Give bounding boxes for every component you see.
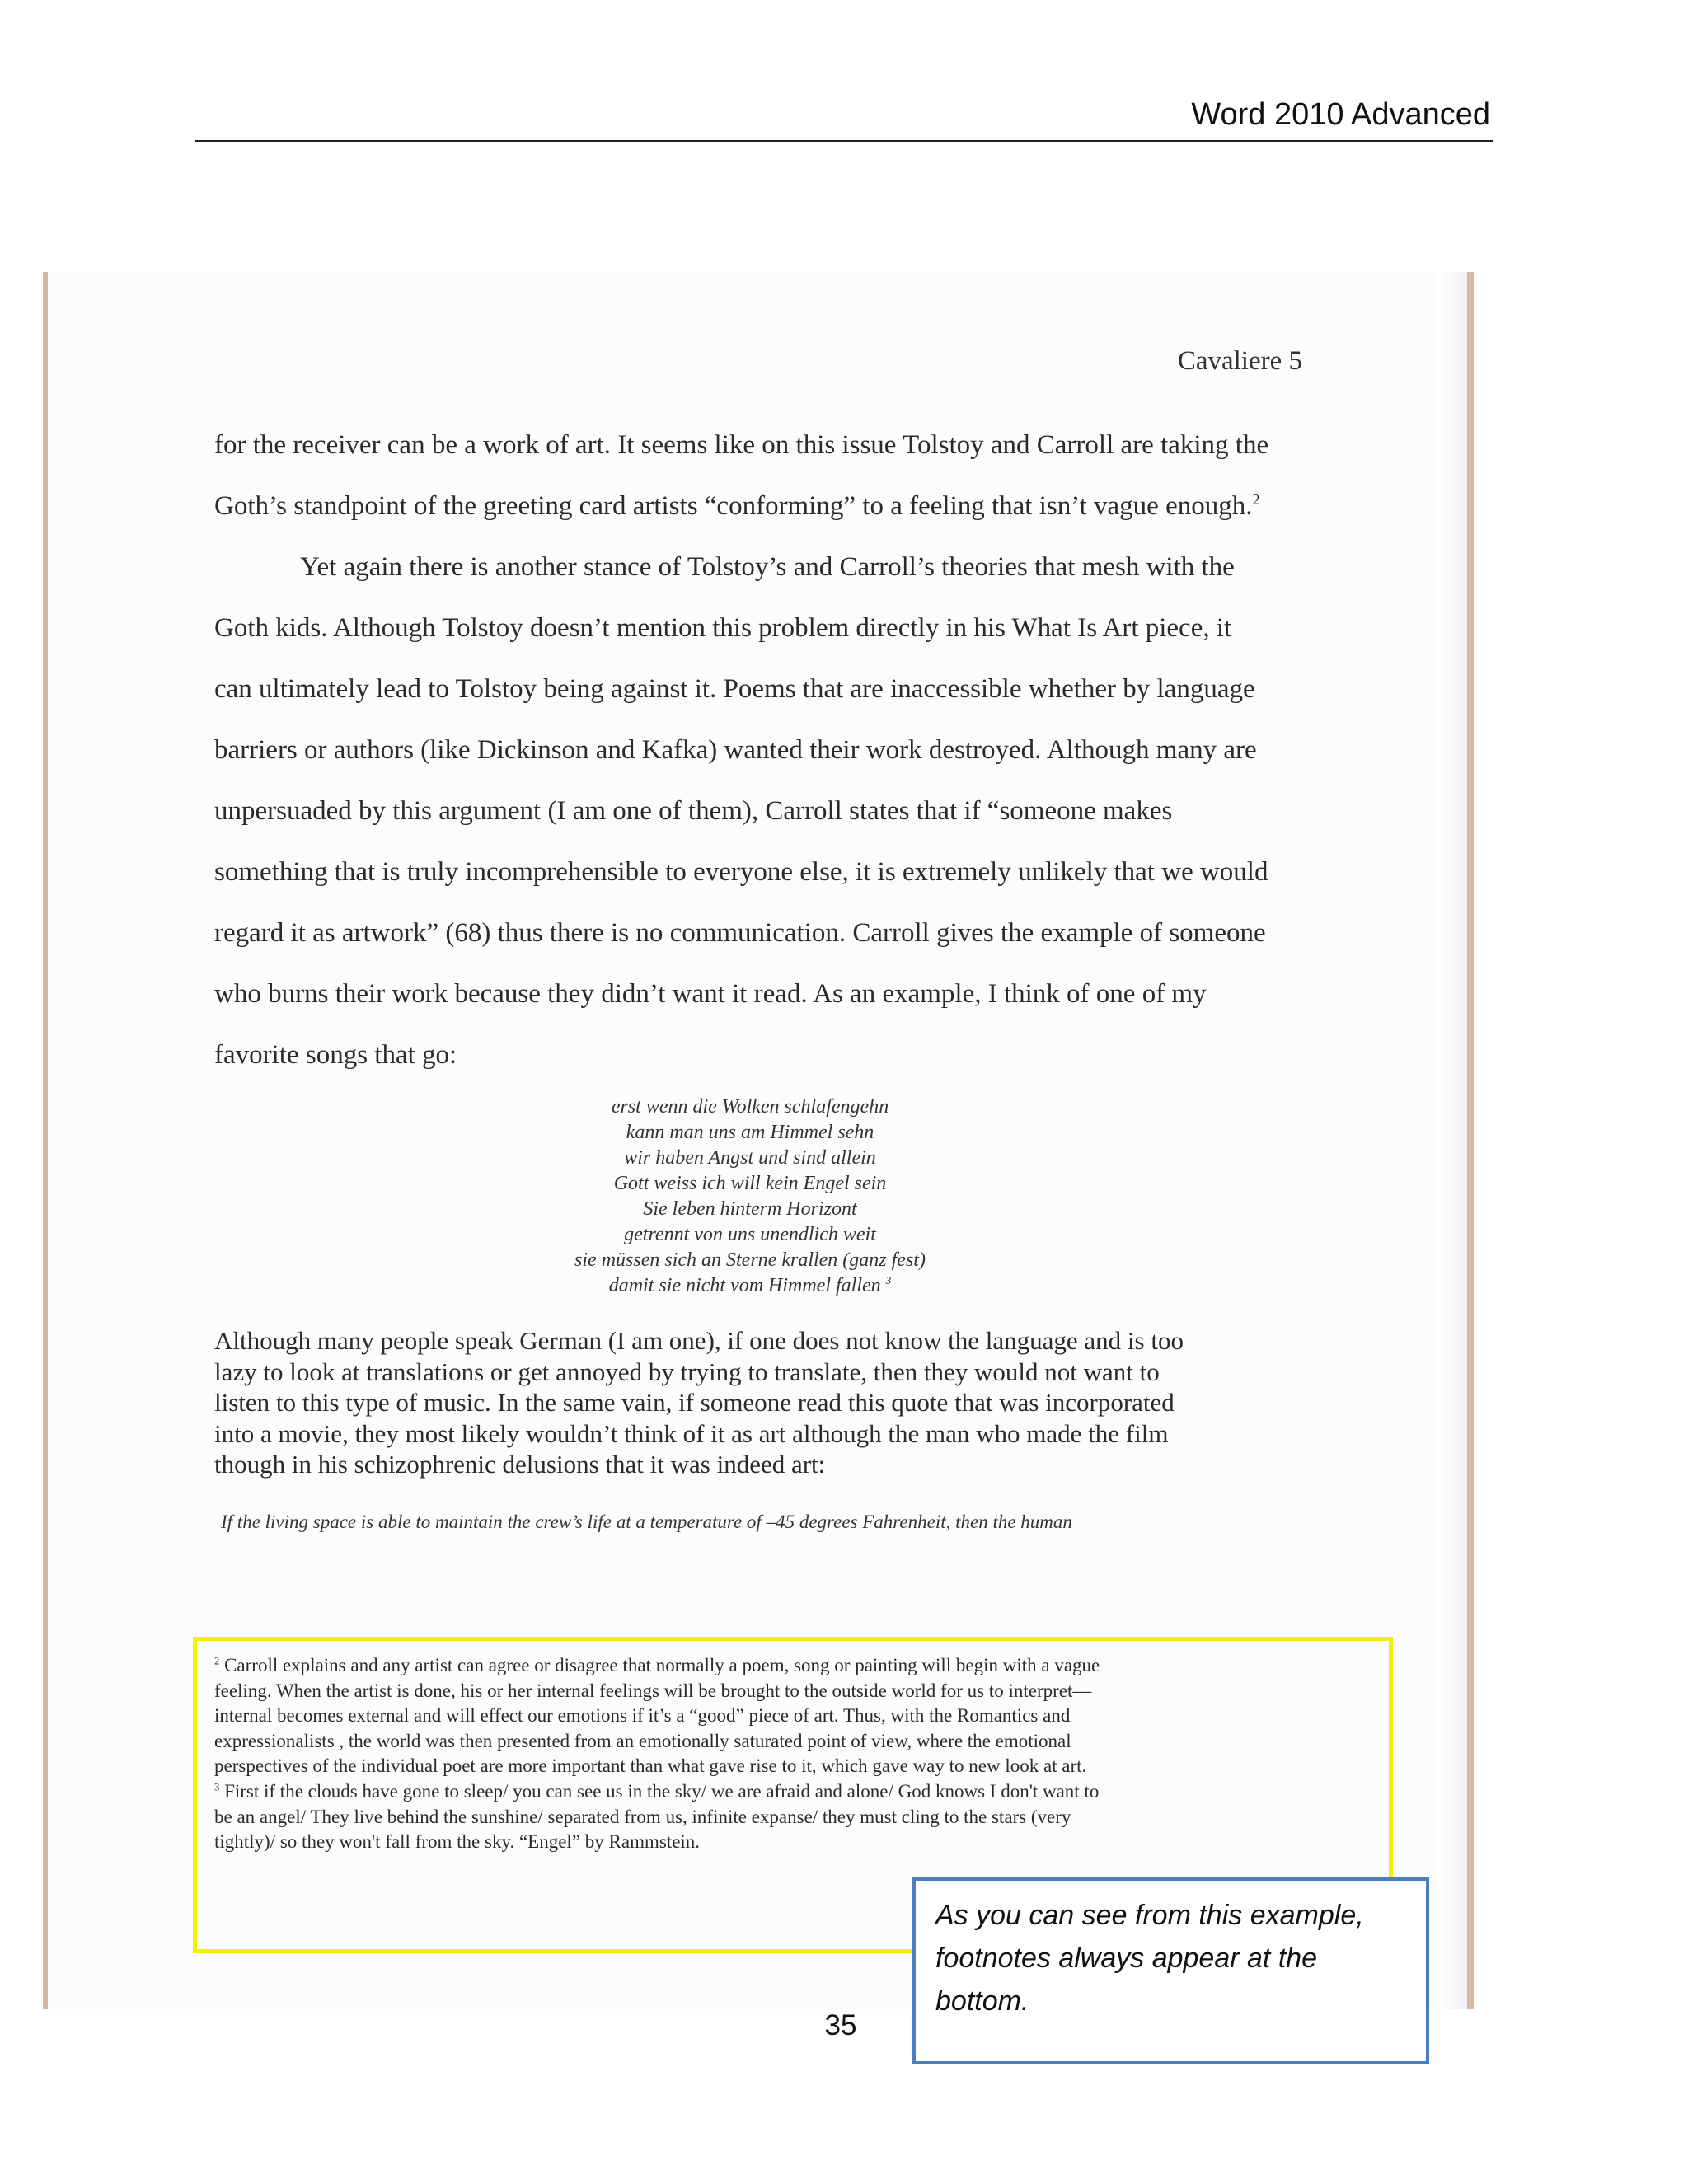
paragraph-line: listen to this type of music. In the same vain, if someone read this quote that was incorporated [214, 1388, 1175, 1417]
footnotes [214, 1653, 1319, 1855]
paragraph-line: Although many people speak German (I am one), if one does not know the language and is too [214, 1326, 1184, 1355]
callout-line: As you can see from this example, [935, 1900, 1364, 1931]
poem-line: wir haben Angst und sind allein [624, 1147, 876, 1169]
body-line: barriers or authors (like Dickinson and Kafka) wanted their work destroyed. Although many are [214, 735, 1257, 765]
body-line: who burns their work because they didn’t want it read. As an example, I think of one of my [214, 979, 1207, 1009]
body-line: for the receiver can be a work of art. It seems like on this issue Tolstoy and Carroll are taking the [214, 430, 1269, 460]
body-line: favorite songs that go: [214, 1040, 457, 1070]
poem-line: getrennt von uns unendlich weit [624, 1224, 876, 1245]
document-header-title: Word 2010 Advanced [1191, 97, 1490, 132]
footnote-reference: 2 [1252, 491, 1260, 508]
body-line: unpersuaded by this argument (I am one of them), Carroll states that if “someone makes [214, 796, 1173, 826]
body-line: Goth’s standpoint of the greeting card artists “conforming” to a feeling that isn’t vague enough.$^2$ [214, 491, 1260, 521]
poem-line: sie müssen sich an Sterne krallen (ganz fest) [574, 1249, 926, 1271]
second-paragraph [214, 1325, 1286, 1480]
poem-line: kann man uns am Himmel sehn [626, 1122, 874, 1143]
screenshot-right-edge [1467, 272, 1474, 2009]
block-quote: If the living space is able to maintain the crew’s life at a temperature of –45 degrees Fahrenheit, then the human [221, 1511, 1072, 1532]
body-line: regard it as artwork” (68) thus there is no communication. Carroll gives the example of someone [214, 918, 1266, 948]
poem-line: Gott weiss ich will kein Engel sein [613, 1173, 887, 1194]
footnote-line: feeling. When the artist is done, his or her internal feelings will be brought to the outside world for us to interpret— [214, 1680, 1092, 1701]
poem-line: erst wenn die Wolken schlafengehn [611, 1096, 889, 1118]
footnote-line: be an angel/ They live behind the sunshine/ separated from us, infinite expanse/ they must cling to the stars (very [214, 1806, 1071, 1827]
callout-box [912, 1877, 1429, 2064]
footnote-line: $^2$ Carroll explains and any artist can agree or disagree that normally a poem, song or painting will begin with a vague [214, 1655, 1100, 1675]
body-line: Yet again there is another stance of Tolstoy’s and Carroll’s theories that mesh with the [300, 552, 1235, 582]
paragraph-line: lazy to look at translations or get annoyed by trying to translate, then they would not want to [214, 1357, 1160, 1386]
page-number: 35 [824, 2009, 857, 2041]
poem-line: Sie leben hinterm Horizont [643, 1198, 857, 1220]
poem-block [462, 1094, 1039, 1299]
body-paragraphs [214, 429, 1302, 1099]
callout-line: bottom. [935, 1985, 1029, 2017]
footnote-line: perspectives of the individual poet are more important than what gave rise to it, which gave way to new look at art. [214, 1755, 1087, 1777]
screenshot-left-edge [43, 272, 48, 2009]
footnote-line: tightly)/ so they won't fall from the sky. “Engel” by Rammstein. [214, 1831, 701, 1853]
body-line: something that is truly incomprehensible to everyone else, it is extremely unlikely that we would [214, 857, 1268, 887]
paragraph-line: though in his schizophrenic delusions that it was indeed art: [214, 1450, 826, 1479]
poem-line: damit sie nicht vom Himmel fallen $^3$ [608, 1274, 892, 1296]
body-line: Goth kids. Although Tolstoy doesn’t mention this problem directly in his What Is Art piece, it [214, 613, 1232, 643]
footnote-reference: 3 [885, 1274, 892, 1286]
footnote-line: internal becomes external and will effect our emotions if it’s a “good” piece of art. Thus, with the Romantics and [214, 1705, 1071, 1727]
header-rule [195, 140, 1493, 142]
screenshot-page-shadow [1436, 272, 1467, 2009]
running-head: Cavaliere 5 [1177, 346, 1302, 376]
footnote-line: expressionalists , the world was then presented from an emotionally saturated point of view, where the emotional [214, 1730, 1071, 1751]
callout-line: footnotes always appear at the [935, 1943, 1318, 1974]
footnote-line: $^3$ First if the clouds have gone to sleep/ you can see us in the sky/ we are afraid and alone/ God knows I don't want to [214, 1780, 1100, 1802]
body-line: can ultimately lead to Tolstoy being against it. Poems that are inaccessible whether by language [214, 674, 1255, 704]
paragraph-line: into a movie, they most likely wouldn’t think of it as art although the man who made the film [214, 1418, 1169, 1448]
